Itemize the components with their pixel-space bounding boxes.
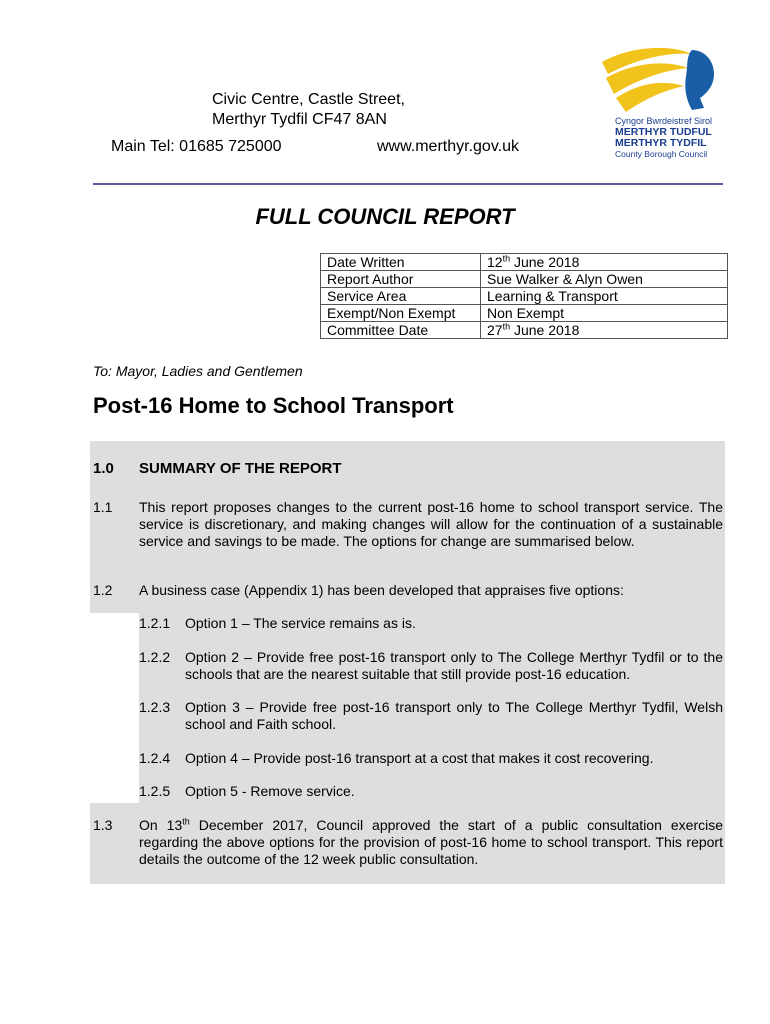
metadata-row xyxy=(321,288,728,305)
metadata-row xyxy=(321,271,728,288)
logo-text xyxy=(615,116,712,160)
option-text: Option 4 – Provide post-16 transport at a cost that makes it cost recovering. xyxy=(185,750,654,766)
option-number: 1.2.4 xyxy=(139,750,171,766)
metadata-value-main: Learning & Transport xyxy=(487,288,618,304)
option-number: 1.2.1 xyxy=(139,615,171,631)
metadata-row xyxy=(321,305,728,322)
metadata-value-rest: June 2018 xyxy=(510,322,580,338)
metadata-key: Committee Date xyxy=(321,322,481,339)
logo-welsh-council: Cyngor Bwrdeistref Sirol xyxy=(615,116,713,126)
main-telephone: Main Tel: 01685 725000 xyxy=(111,138,282,155)
metadata-value xyxy=(481,322,728,339)
option-text: Option 5 - Remove service. xyxy=(185,783,355,799)
report-metadata-table xyxy=(320,253,728,339)
metadata-key: Report Author xyxy=(321,271,481,288)
report-title: FULL COUNCIL REPORT xyxy=(255,204,515,229)
report-heading: Post-16 Home to School Transport xyxy=(93,393,454,418)
metadata-key: Service Area xyxy=(321,288,481,305)
website-link[interactable]: www.merthyr.gov.uk xyxy=(377,138,519,155)
option-text: Option 1 – The service remains as is. xyxy=(185,615,416,631)
section-title: SUMMARY OF THE REPORT xyxy=(139,460,342,477)
paragraph-number: 1.1 xyxy=(93,499,113,515)
paragraph-text: A business case (Appendix 1) has been developed that appraises five options: xyxy=(139,582,624,598)
option-number: 1.2.3 xyxy=(139,699,171,715)
metadata-row xyxy=(321,322,728,339)
metadata-value-main: 27 xyxy=(487,322,503,338)
ordinal-suffix: th xyxy=(502,253,511,264)
logo-welsh-name: MERTHYR TUDFUL xyxy=(615,126,712,138)
metadata-value-main: Non Exempt xyxy=(487,305,565,321)
metadata-value xyxy=(481,305,728,322)
metadata-value xyxy=(481,271,728,288)
metadata-value-main: 12 xyxy=(487,254,503,270)
metadata-value xyxy=(481,288,728,305)
metadata-value xyxy=(481,254,728,271)
addressee-line: To: Mayor, Ladies and Gentlemen xyxy=(93,363,303,379)
ordinal-suffix: th xyxy=(182,816,190,827)
paragraph-text-rest: December 2017, Council approved the start of a public consultation exercise regarding the above options for the provision of post-16 home to school transport. This report details the outcome of the 12 week public consultation. xyxy=(139,817,724,867)
paragraph-text: This report proposes changes to the current post-16 home to school transport service. The service is discretionary, and making changes will allow for the continuation of a sustainable service and savings to be made. The options for change are summarised below. xyxy=(139,499,723,549)
address-line-2: Merthyr Tydfil CF47 8AN xyxy=(212,111,387,128)
option-number: 1.2.2 xyxy=(139,649,171,665)
metadata-value-rest: June 2018 xyxy=(510,254,580,270)
logo-blue-head xyxy=(685,50,714,110)
section-number: 1.0 xyxy=(93,460,114,477)
logo-yellow-swoosh-3 xyxy=(616,83,684,112)
option-text: Option 2 – Provide free post-16 transport only to The College Merthyr Tydfil or to the schools that are the nearest suitable that still provide post-16 education. xyxy=(185,649,723,682)
council-logo xyxy=(600,44,720,120)
ordinal-suffix: th xyxy=(502,321,511,332)
metadata-key: Exempt/Non Exempt xyxy=(321,305,481,322)
metadata-key: Date Written xyxy=(321,254,481,271)
header-divider xyxy=(93,183,723,185)
paragraph-number: 1.2 xyxy=(93,582,113,598)
option-number: 1.2.5 xyxy=(139,783,171,799)
address-line-1: Civic Centre, Castle Street, xyxy=(212,91,405,108)
paragraph-text xyxy=(139,817,723,868)
paragraph-number: 1.3 xyxy=(93,817,113,833)
metadata-row xyxy=(321,254,728,271)
option-text: Option 3 – Provide free post-16 transport only to The College Merthyr Tydfil, Welsh school and Faith school. xyxy=(185,699,723,732)
metadata-value-main: Sue Walker & Alyn Owen xyxy=(487,271,643,287)
paragraph-text-start: On 13 xyxy=(139,817,183,833)
logo-english-council: County Borough Council xyxy=(615,149,708,159)
logo-english-name: MERTHYR TYDFIL xyxy=(615,137,707,149)
